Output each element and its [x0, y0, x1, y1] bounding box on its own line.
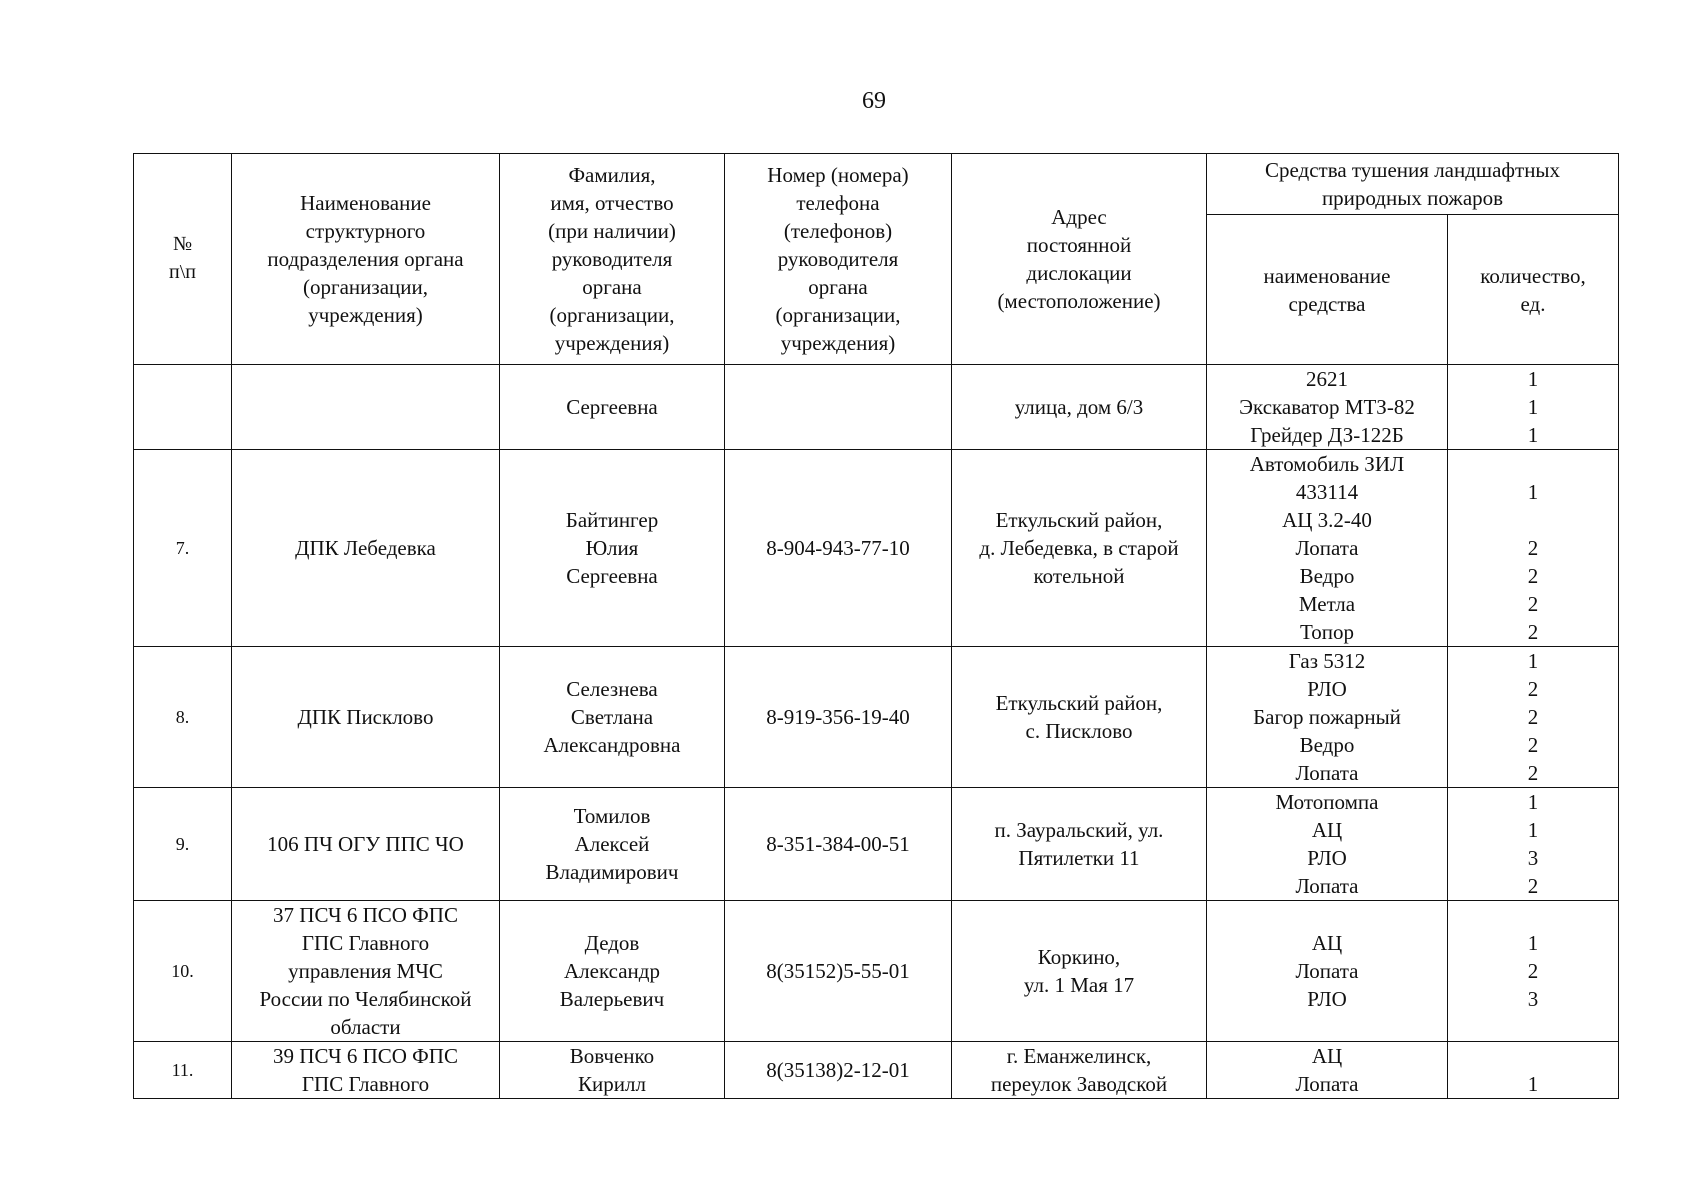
cell-head-name-line: Александр [564, 959, 660, 983]
means-item: Метла [1298, 592, 1356, 616]
cell-head-name [500, 901, 725, 1042]
cell-phone-line: 8-904-943-77-10 [766, 536, 910, 560]
header-text-line: руководителя [777, 247, 899, 271]
means-item: 2621 [1306, 367, 1348, 391]
header-text-line: Средства тушения ландшафтных [1264, 158, 1561, 182]
cell-num-line: 10. [171, 961, 194, 981]
table-row [134, 450, 1619, 647]
header-text-line: руководителя [551, 247, 673, 271]
cell-phone-line [729, 393, 947, 421]
cell-phone-line: 8-351-384-00-51 [766, 832, 910, 856]
means-item: Багор пожарный [1253, 705, 1401, 729]
header-text-line: органа [808, 275, 868, 299]
cell-address-line: Пятилетки 11 [1018, 846, 1140, 870]
cell-head-name-line: Юлия [585, 536, 639, 560]
header-text-line: Номер (номера) [767, 163, 909, 187]
cell-num [134, 365, 232, 450]
cell-means-name [1207, 365, 1448, 450]
cell-phone-line: 8(35152)5-55-01 [766, 959, 910, 983]
fire-means-table [133, 153, 1619, 1099]
means-item: АЦ [1311, 931, 1343, 955]
cell-unit-name-line: ГПС Главного [301, 1072, 430, 1096]
means-item: Топор [1300, 620, 1354, 644]
cell-num [134, 901, 232, 1042]
qty-item [1452, 1042, 1614, 1070]
qty-item: 2 [1527, 733, 1539, 757]
cell-unit-name-line [236, 393, 495, 421]
header-text-line: (организации, [303, 275, 428, 299]
cell-means-qty [1448, 647, 1619, 788]
cell-address-line: Коркино, [1037, 945, 1121, 969]
qty-item: 1 [1527, 1072, 1539, 1096]
header-head-name [500, 154, 725, 365]
header-text-line: (при наличии) [548, 219, 676, 243]
cell-head-name-line: Селезнева [566, 677, 658, 701]
header-text-line: Фамилия, [568, 163, 656, 187]
means-item: АЦ [1311, 818, 1343, 842]
cell-address-line: п. Зауральский, ул. [994, 818, 1164, 842]
cell-head-name [500, 450, 725, 647]
cell-phone [725, 788, 952, 901]
cell-head-name-line: Сергеевна [566, 564, 658, 588]
means-item: РЛО [1307, 677, 1347, 701]
cell-num-line: 11. [171, 1060, 194, 1080]
cell-means-qty [1448, 365, 1619, 450]
means-item: АЦ [1311, 1044, 1343, 1068]
cell-address-line: г. Еманжелинск, [1006, 1044, 1152, 1068]
cell-head-name [500, 365, 725, 450]
header-text-line: средства [1288, 291, 1366, 316]
header-text-line: № [172, 233, 193, 255]
header-text-line: подразделения органа [267, 247, 464, 271]
cell-address-line: с. Писклово [1025, 719, 1133, 743]
table-row [134, 788, 1619, 901]
cell-head-name-line: Томилов [573, 804, 651, 828]
cell-unit-name [232, 450, 500, 647]
cell-head-name-line: Байтингер [565, 508, 659, 532]
means-item: Лопата [1295, 959, 1359, 983]
cell-means-name [1207, 901, 1448, 1042]
qty-item: 1 [1527, 790, 1539, 814]
table-row [134, 365, 1619, 450]
header-text-line: учреждения) [780, 331, 896, 355]
qty-item: 1 [1527, 423, 1539, 447]
table-row [134, 901, 1619, 1042]
cell-head-name-line: Владимирович [545, 860, 679, 884]
cell-num [134, 450, 232, 647]
cell-unit-name-line: ДПК Лебедевка [295, 536, 436, 560]
qty-item [1452, 450, 1614, 478]
cell-head-name-line: Светлана [570, 705, 654, 729]
qty-item: 2 [1527, 564, 1539, 588]
means-item: Экскаватор МТЗ-82 [1239, 395, 1415, 419]
header-text-line: постоянной [1026, 233, 1132, 257]
cell-unit-name-line: 106 ПЧ ОГУ ППС ЧО [267, 832, 464, 856]
header-text-line: имя, отчество [550, 191, 674, 215]
cell-means-name [1207, 1042, 1448, 1099]
cell-unit-name [232, 365, 500, 450]
means-item: Газ 5312 [1288, 649, 1366, 673]
means-item: Лопата [1295, 536, 1359, 560]
cell-address [952, 647, 1207, 788]
cell-unit-name-line: ГПС Главного [301, 931, 430, 955]
table-row [134, 647, 1619, 788]
cell-phone [725, 365, 952, 450]
means-item: Грейдер ДЗ-122Б [1250, 423, 1404, 447]
header-text-line: ед. [1520, 291, 1546, 316]
qty-item: 1 [1527, 649, 1539, 673]
header-means-name [1207, 215, 1448, 365]
qty-item: 2 [1527, 761, 1539, 785]
cell-unit-name [232, 788, 500, 901]
cell-address-line: Еткульский район, [995, 508, 1163, 532]
qty-item: 2 [1527, 592, 1539, 616]
header-text-line: структурного [305, 219, 426, 243]
header-text-line: учреждения) [554, 331, 670, 355]
means-item: 433114 [1295, 480, 1359, 504]
cell-address [952, 365, 1207, 450]
qty-item: 2 [1527, 874, 1539, 898]
cell-head-name [500, 1042, 725, 1099]
qty-item: 2 [1527, 620, 1539, 644]
cell-means-name [1207, 788, 1448, 901]
cell-address-line: переулок Заводской [990, 1072, 1168, 1096]
cell-head-name-line: Сергеевна [566, 395, 658, 419]
qty-item: 3 [1527, 987, 1539, 1011]
cell-address [952, 788, 1207, 901]
cell-unit-name-line: России по Челябинской [259, 987, 472, 1011]
cell-phone [725, 1042, 952, 1099]
cell-phone [725, 901, 952, 1042]
cell-unit-name-line: 37 ПСЧ 6 ПСО ФПС [273, 903, 458, 927]
cell-head-name [500, 647, 725, 788]
means-item: Мотопомпа [1275, 790, 1379, 814]
qty-item: 1 [1527, 367, 1539, 391]
header-text-line: (организации, [775, 303, 901, 327]
qty-item: 1 [1527, 395, 1539, 419]
cell-address-line: ул. 1 Мая 17 [1023, 973, 1135, 997]
cell-means-qty [1448, 450, 1619, 647]
table-row [134, 1042, 1619, 1099]
cell-phone-line: 8(35138)2-12-01 [766, 1058, 910, 1082]
cell-unit-name [232, 901, 500, 1042]
means-item: Лопата [1295, 1072, 1359, 1096]
means-item: Ведро [1299, 564, 1355, 588]
cell-head-name-line: Александровна [543, 733, 681, 757]
means-item: Ведро [1299, 733, 1355, 757]
means-item: Автомобиль ЗИЛ [1249, 452, 1405, 476]
header-text-line: органа [582, 275, 642, 299]
cell-num [134, 647, 232, 788]
header-text-line: Наименование [300, 191, 431, 215]
header-means-group [1207, 154, 1619, 215]
header-num [134, 154, 232, 365]
header-phone [725, 154, 952, 365]
header-text-line: (организации, [549, 303, 675, 327]
cell-unit-name-line: ДПК Писклово [297, 705, 434, 729]
cell-means-qty [1448, 901, 1619, 1042]
cell-unit-name-line: управления МЧС [288, 959, 443, 983]
cell-address-line: д. Лебедевка, в старой [979, 536, 1179, 560]
header-text-line: природных пожаров [1321, 186, 1504, 210]
header-text-line: Адрес [1051, 205, 1107, 229]
cell-phone-line: 8-919-356-19-40 [766, 705, 910, 729]
cell-address-line: Еткульский район, [995, 691, 1163, 715]
means-item: Лопата [1295, 761, 1359, 785]
header-unit-name [232, 154, 500, 365]
cell-num-line [138, 393, 227, 421]
cell-address [952, 901, 1207, 1042]
cell-head-name-line: Кирилл [578, 1072, 646, 1096]
cell-unit-name-line: области [330, 1015, 401, 1039]
qty-item: 1 [1527, 480, 1539, 504]
cell-phone [725, 647, 952, 788]
header-text-line: дислокации [1026, 261, 1132, 285]
qty-item: 2 [1527, 536, 1539, 560]
header-text-line: п\п [169, 261, 196, 283]
means-item: АЦ 3.2-40 [1282, 508, 1372, 532]
cell-means-qty [1448, 1042, 1619, 1099]
means-item: Лопата [1295, 874, 1359, 898]
cell-unit-name [232, 647, 500, 788]
means-item: РЛО [1307, 846, 1347, 870]
cell-head-name [500, 788, 725, 901]
cell-head-name-line: Алексей [574, 832, 650, 856]
page-number: 69 [862, 88, 886, 114]
cell-phone [725, 450, 952, 647]
cell-address [952, 1042, 1207, 1099]
cell-means-qty [1448, 788, 1619, 901]
header-means-qty [1448, 215, 1619, 365]
cell-num [134, 1042, 232, 1099]
cell-num-line: 8. [175, 707, 190, 727]
cell-address-line: улица, дом 6/3 [1014, 395, 1144, 419]
header-text-line: (телефонов) [783, 219, 893, 243]
cell-num-line: 7. [175, 538, 190, 558]
qty-item: 2 [1527, 677, 1539, 701]
cell-head-name-line: Вовченко [569, 1044, 655, 1068]
cell-means-name [1207, 647, 1448, 788]
qty-item: 2 [1527, 959, 1539, 983]
qty-item: 1 [1527, 931, 1539, 955]
header-text-line: (местоположение) [997, 289, 1161, 313]
qty-item: 3 [1527, 846, 1539, 870]
cell-unit-name [232, 1042, 500, 1099]
means-item: РЛО [1307, 987, 1347, 1011]
cell-num-line: 9. [175, 834, 190, 854]
header-text-line: количество, [1480, 263, 1586, 288]
header-text-line: телефона [796, 191, 880, 215]
cell-num [134, 788, 232, 901]
cell-address-line: котельной [1033, 564, 1125, 588]
qty-item [1452, 506, 1614, 534]
header-text-line: учреждения) [308, 303, 423, 327]
cell-head-name-line: Валерьевич [559, 987, 665, 1011]
header-text-line: наименование [1263, 263, 1391, 288]
header-address [952, 154, 1207, 365]
cell-means-name [1207, 450, 1448, 647]
cell-head-name-line: Дедов [584, 931, 640, 955]
cell-address [952, 450, 1207, 647]
cell-unit-name-line: 39 ПСЧ 6 ПСО ФПС [273, 1044, 458, 1068]
qty-item: 2 [1527, 705, 1539, 729]
qty-item: 1 [1527, 818, 1539, 842]
